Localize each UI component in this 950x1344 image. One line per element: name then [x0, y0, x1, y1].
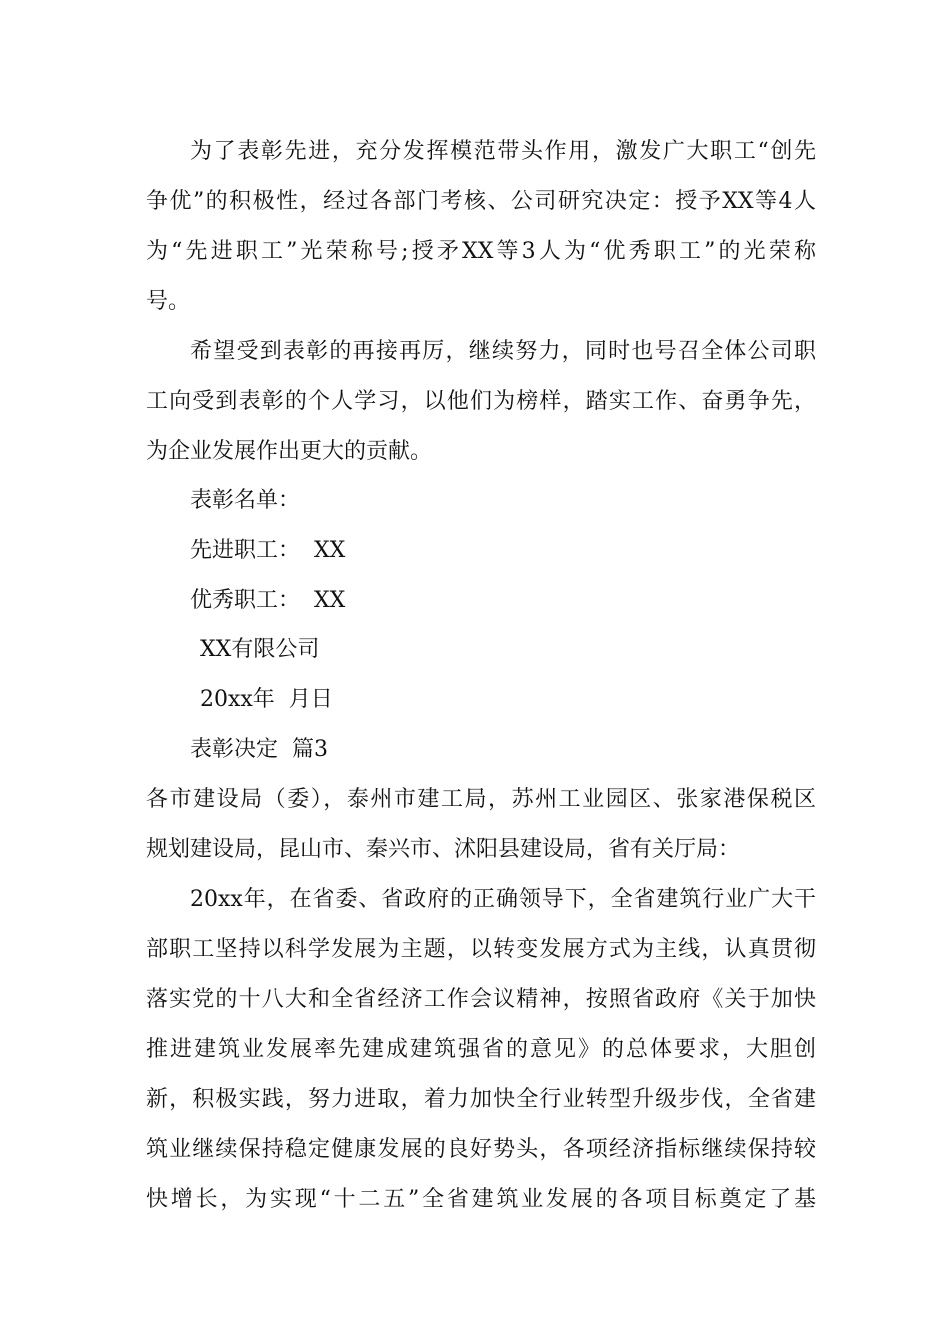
- paragraph-line: 工向受到表彰的个人学习，以他们为榜样，踏实工作、奋勇争先，: [146, 389, 816, 414]
- paragraph-line: 部职工坚持以科学发展为主题，以转变发展方式为主线，认真贯彻: [146, 937, 816, 962]
- addressee-line: 各市建设局（委），泰州市建工局，苏州工业园区、张家港保税区: [146, 787, 816, 812]
- paragraph-line: 希望受到表彰的再接再厉，继续努力，同时也号召全体公司职: [190, 339, 816, 364]
- paragraph-line: 争优”的积极性，经过各部门考核、公司研究决定：授予XX等4人: [146, 189, 816, 214]
- paragraph-line: 为企业发展作出更大的贡献。: [146, 439, 433, 464]
- list-heading: 表彰名单：: [190, 488, 301, 513]
- list-item: 先进职工： XX: [190, 538, 346, 563]
- list-item: 优秀职工： XX: [190, 588, 346, 613]
- paragraph-line: 快增长，为实现“十二五”全省建筑业发展的各项目标奠定了基: [146, 1187, 816, 1212]
- addressee-line: 规划建设局，昆山市、秦兴市、沭阳县建设局，省有关厅局：: [146, 837, 741, 862]
- paragraph-line: 推进建筑业发展率先建成建筑强省的意见》的总体要求，大胆创: [146, 1037, 816, 1062]
- paragraph-line: 筑业继续保持稳定健康发展的良好势头，各项经济指标继续保持较: [146, 1137, 816, 1162]
- company-signature: XX有限公司: [200, 637, 320, 662]
- paragraph-line: 新，积极实践，努力进取，着力加快全行业转型升级步伐，全省建: [146, 1087, 816, 1112]
- paragraph-line: 落实党的十八大和全省经济工作会议精神，按照省政府《关于加快: [146, 987, 816, 1012]
- paragraph-line: 20xx年，在省委、省政府的正确领导下，全省建筑行业广大干: [190, 887, 816, 912]
- paragraph-line: 号。: [146, 289, 191, 314]
- date-line: 20xx年 月日: [200, 687, 333, 712]
- section-heading: 表彰决定 篇3: [190, 737, 328, 762]
- paragraph-line: 为了表彰先进，充分发挥模范带头作用，激发广大职工“创先: [190, 139, 816, 164]
- paragraph-line: 为“先进职工”光荣称号;授矛XX等3人为“优秀职工”的光荣称: [146, 239, 816, 264]
